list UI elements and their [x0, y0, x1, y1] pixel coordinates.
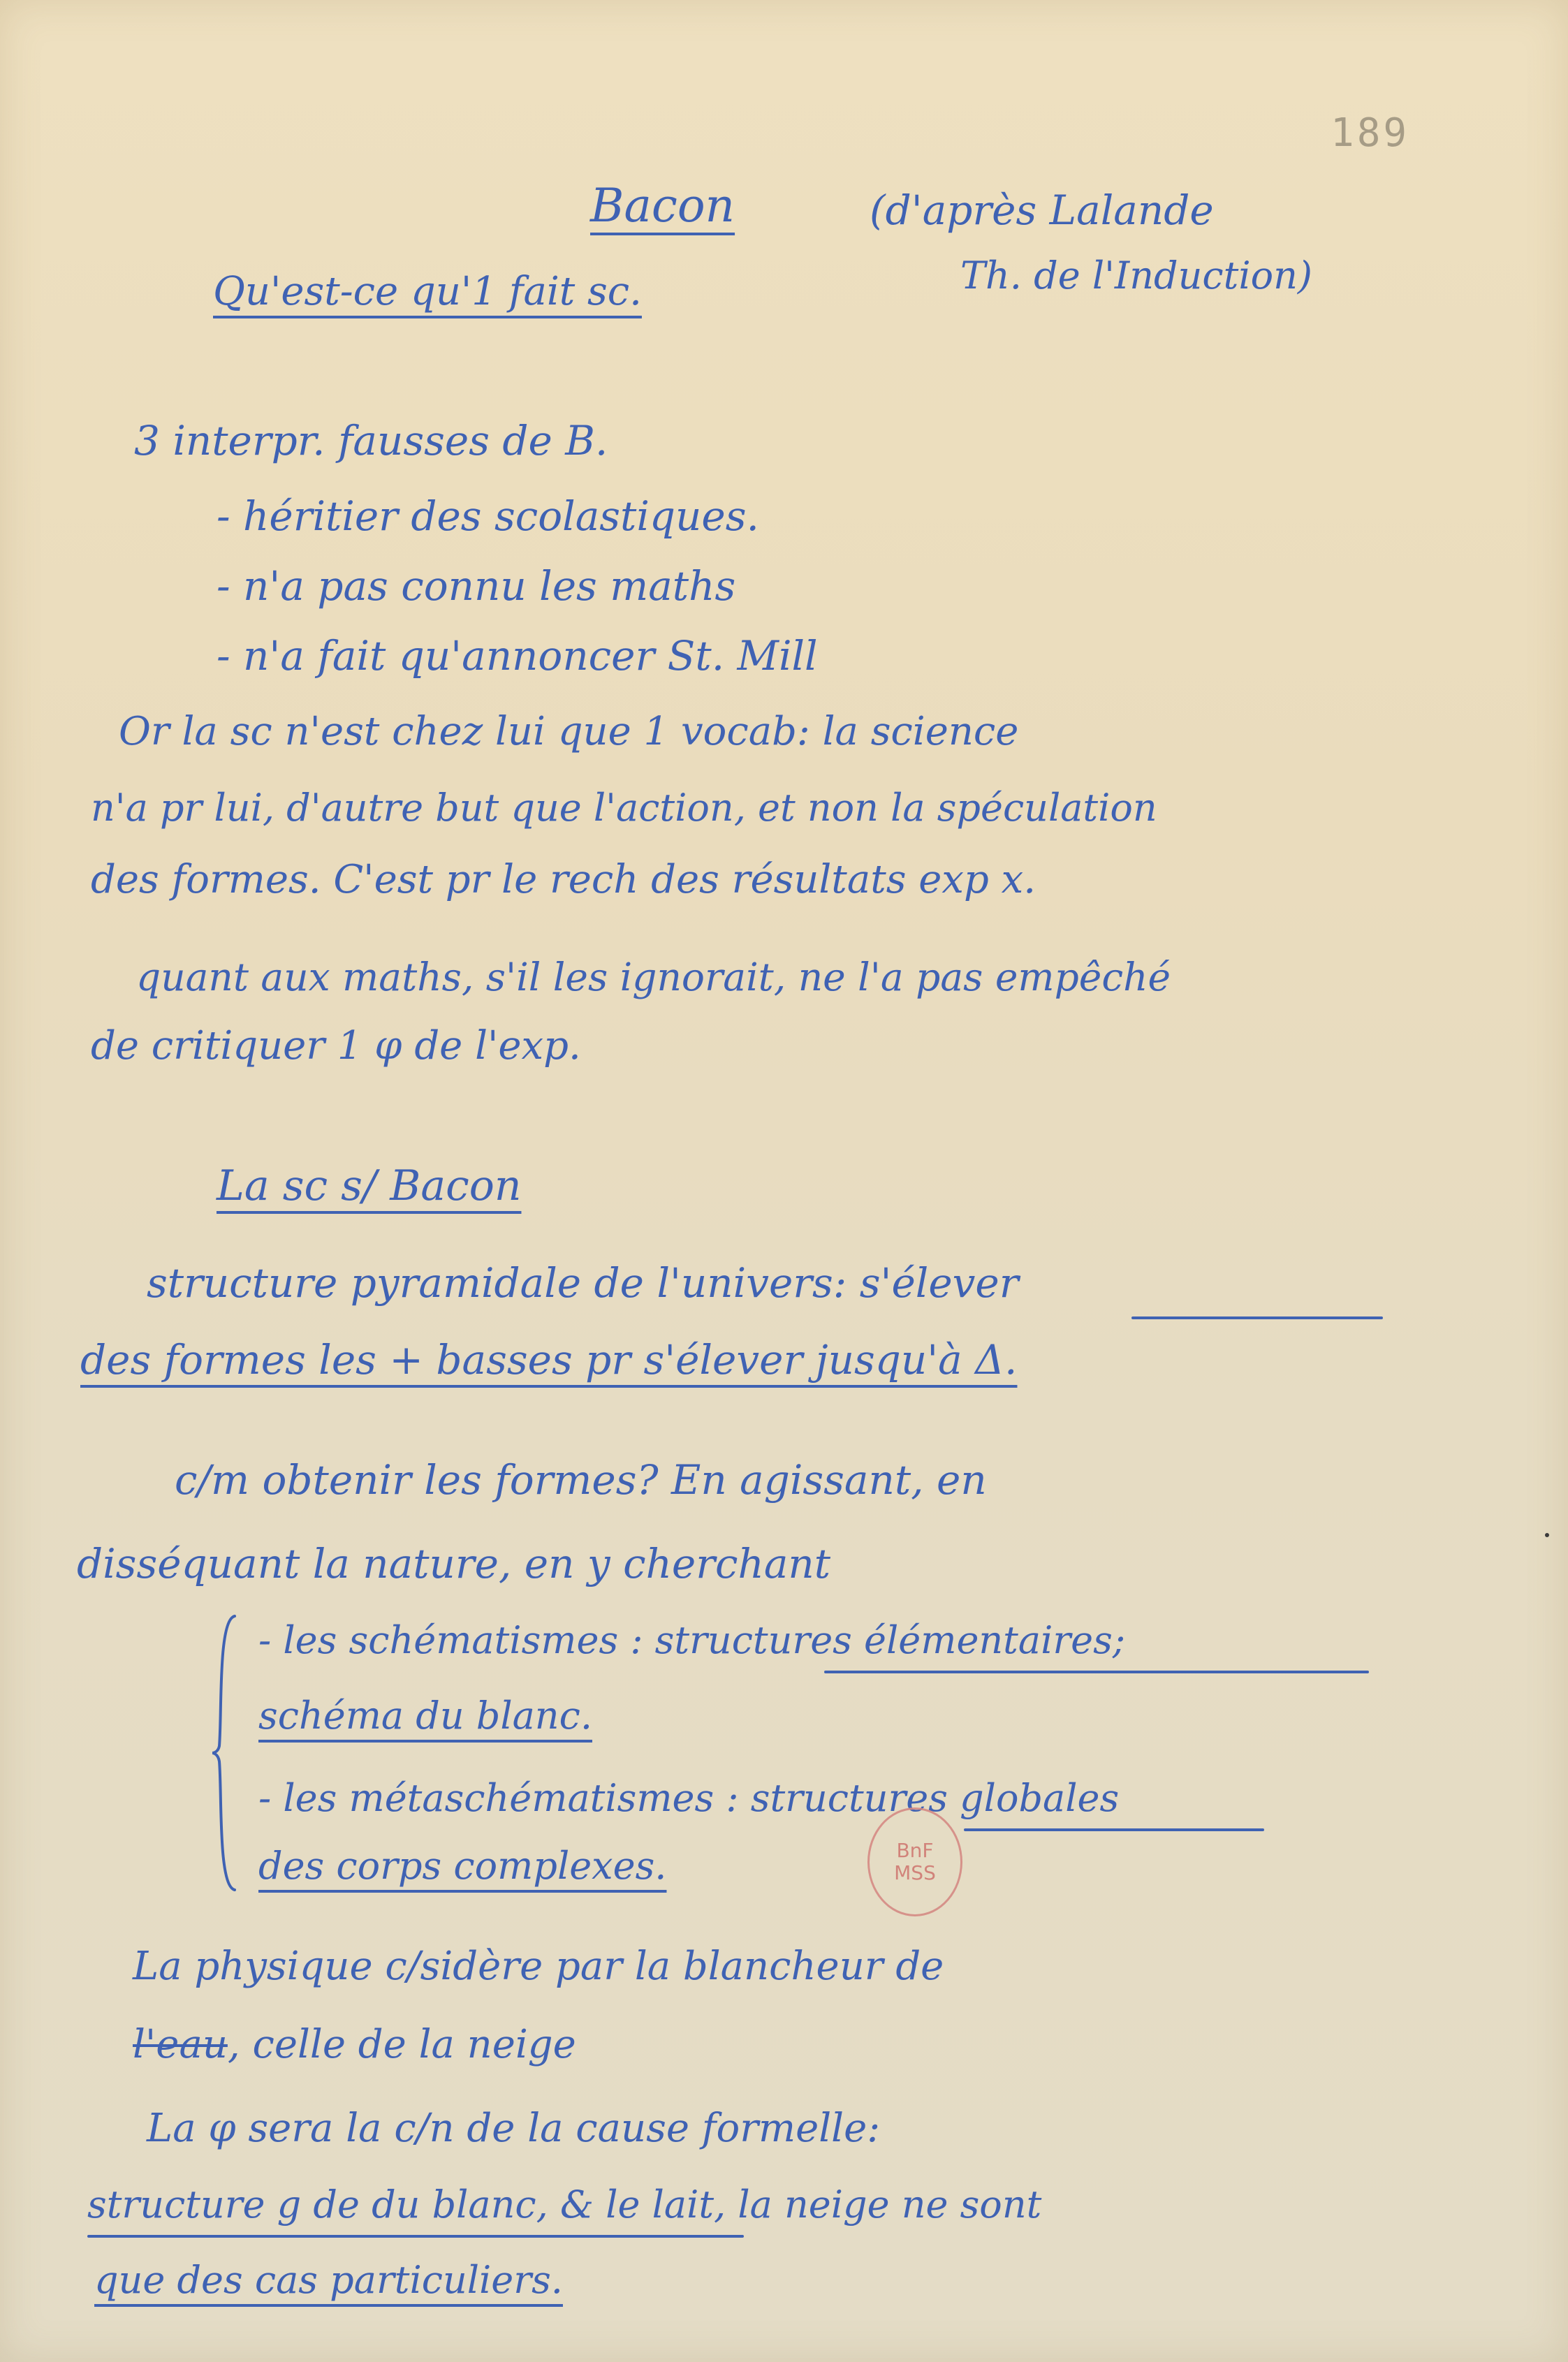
bullet2-line-1: - les métaschématismes : structures globales	[258, 1776, 1120, 1820]
section1-para2-line1: quant aux maths, s'il les ignorait, ne l'a pas empêché	[136, 955, 1171, 999]
section3-line-4: structure g de du blanc, & le lait, la neige ne sont	[87, 2183, 1042, 2227]
folio-number: 189	[1331, 110, 1410, 156]
underline-structure-blanc	[87, 2235, 744, 2238]
curly-brace	[210, 1613, 237, 1893]
bnf-mss-stamp	[867, 1807, 962, 1916]
reference-line-2: Th. de l'Induction)	[960, 254, 1312, 298]
section3-line-3: La φ sera la c/n de la cause formelle:	[147, 2106, 881, 2151]
section3-line-5: que des cas particuliers.	[94, 2258, 563, 2302]
section1-item-1: - héritier des scolastiques.	[217, 492, 759, 540]
reference-line-1: (d'après Lalande	[870, 186, 1214, 234]
bullet1-line-2: schéma du blanc.	[258, 1694, 592, 1738]
section2-line-2: des formes les + basses pr s'élever jusqu'à Δ.	[80, 1336, 1018, 1384]
section3-line-1: La physique c/sidère par la blancheur de	[133, 1944, 944, 1989]
underline-structures-elementaires	[824, 1671, 1369, 1673]
section2-line-3: c/m obtenir les formes? En agissant, en	[175, 1456, 987, 1504]
underline-s-elever	[1131, 1316, 1383, 1319]
section1-para1-line1: Or la sc n'est chez lui que 1 vocab: la science	[119, 709, 1019, 754]
section1-para1-line3: des formes. C'est pr le rech des résultats exp x.	[91, 857, 1036, 902]
underline-structures-globales	[964, 1828, 1264, 1831]
section1-para1-line2: n'a pr lui, d'autre but que l'action, et non la spéculation	[91, 786, 1157, 830]
bullet2-line-2: des corps complexes.	[258, 1844, 667, 1888]
section2-line-1: structure pyramidale de l'univers: s'élever	[147, 1259, 1019, 1307]
section1-intro: 3 interpr. fausses de B.	[134, 417, 608, 464]
bullet1-line-1: - les schématismes : structures élémentaires;	[258, 1618, 1126, 1662]
section3-line-2-rest: , celle de la neige	[227, 2022, 576, 2067]
section2-heading: La sc s/ Bacon	[217, 1161, 522, 1210]
paper-speck	[1545, 1533, 1549, 1537]
page-title: Bacon	[590, 179, 735, 233]
struck-word: l'eau	[133, 2022, 228, 2067]
stamp-line-2: MSS	[894, 1861, 936, 1884]
question-heading: Qu'est-ce qu'1 fait sc.	[213, 269, 642, 314]
section1-para2-line2: de critiquer 1 φ de l'exp.	[91, 1023, 581, 1069]
section2-line-4: disséquant la nature, en y cherchant	[77, 1540, 831, 1587]
section3-line-2	[133, 2022, 576, 2067]
section1-item-2: - n'a pas connu les maths	[217, 562, 736, 610]
stamp-line-1: BnF	[896, 1838, 934, 1862]
section1-item-3: - n'a fait qu'annoncer St. Mill	[217, 632, 818, 680]
